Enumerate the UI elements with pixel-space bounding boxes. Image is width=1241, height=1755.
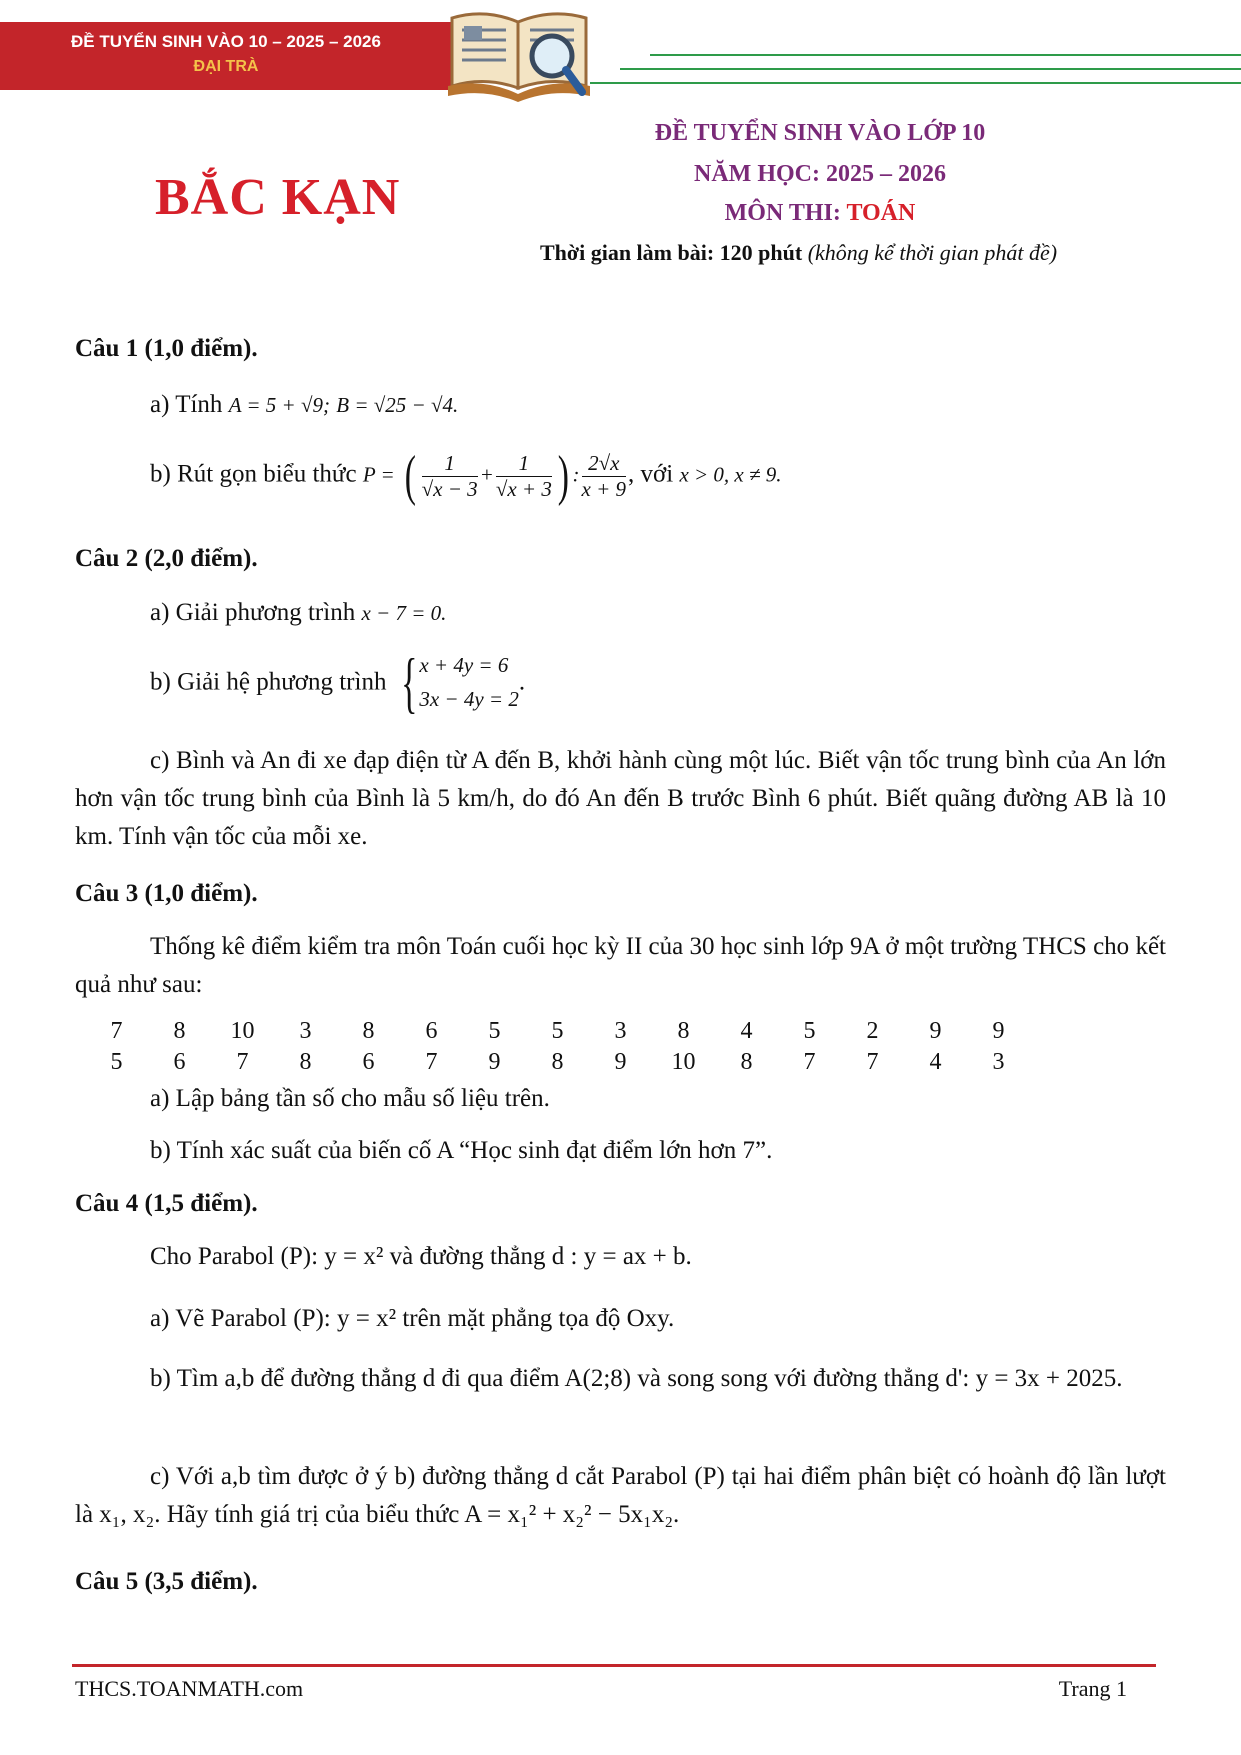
table-cell: 8 [740, 1049, 753, 1075]
table-cell: 6 [362, 1049, 375, 1075]
left-paren-icon: ( [404, 445, 416, 507]
table-cell: 4 [740, 1018, 753, 1044]
table-cell: 2 [866, 1018, 879, 1044]
subject-name: TOÁN [846, 200, 916, 226]
table-cell: 5 [488, 1018, 501, 1044]
q2b: b) Giải hệ phương trình { x + 4y = 6 3x − 4y = 2 . [150, 644, 526, 720]
q4a: a) Vẽ Parabol (P): y = x² trên mặt phẳng tọa độ Oxy. [150, 1305, 675, 1332]
table-row [85, 1047, 1030, 1078]
q1b: b) Rút gọn biểu thức P = ( $\frac{1}{√x - 3}$ + $\frac{1}{√x + 3}$ ) : $\frac{2√x}{x + 9}$ , với x > 0, x ≠ 9. [150, 445, 782, 507]
q2c-text: c) Bình và An đi xe đạp điện từ A đến B, khởi hành cùng một lúc. Biết vận tốc trung bình của An lớn hơn vận tốc trung bình của Bình là 5 km/h, do đó An đến B trước Bình 6 phút. Biết quãng đường AB là 10 km. Tính vận tốc của mỗi xe. [75, 747, 1166, 850]
table-cell: 7 [236, 1049, 249, 1075]
table-cell: 5 [551, 1018, 564, 1044]
table-cell: 9 [929, 1018, 942, 1044]
table-cell: 8 [362, 1018, 375, 1044]
table-cell: 7 [110, 1018, 123, 1044]
q1a-expr-a: A = 5 + √9; [228, 393, 330, 417]
table-cell: 10 [671, 1049, 696, 1075]
q2a [150, 600, 446, 625]
q1b-text: b) Rút gọn biểu thức [150, 460, 357, 488]
subject-prefix: MÔN THI: [724, 200, 847, 226]
q4-intro: Cho Parabol (P): y = x² và đường thẳng d : y = ax + b. [150, 1243, 692, 1270]
brace-icon: { [400, 644, 418, 720]
q2b-eq2: 3x − 4y = 2 [419, 687, 519, 711]
table-cell: 8 [173, 1018, 186, 1044]
q2a-text: a) Giải phương trình [150, 599, 356, 626]
q2a-eq: x − 7 = 0. [361, 601, 447, 625]
q4c-text: c) Với a,b tìm được ở ý b) đường thẳng d cắt Parabol (P) tại hai điểm phân biệt có hoành độ lần lượt là x₁, x₂. Hãy tính giá trị của biểu thức A = x₁² + x₂² − 5x₁x₂. [75, 1463, 1166, 1528]
q3-intro-text: Thống kê điểm kiểm tra môn Toán cuối học kỳ II của 30 học sinh lớp 9A ở một trường THCS cho kết quả như sau: [75, 933, 1166, 998]
q2b-system [419, 648, 518, 716]
q4c [75, 1458, 1166, 1534]
province-title: BẮC KẠN [155, 169, 401, 226]
q1a-expr-b: B = √25 − √4. [336, 393, 459, 417]
table-cell: 3 [299, 1018, 312, 1044]
q1b-with: , với [628, 460, 674, 488]
open-book-magnifier-icon [440, 0, 600, 104]
table-cell: 8 [299, 1049, 312, 1075]
top-banner [0, 22, 452, 90]
q4b-text: b) Tìm a,b để đường thẳng d đi qua điểm A(2;8) và song song với đường thẳng d': y = 3x + 2025. [150, 1365, 1123, 1392]
q3-intro [75, 928, 1166, 1004]
table-cell: 10 [230, 1018, 255, 1044]
question-1-title: Câu 1 (1,0 điểm). [75, 335, 258, 362]
question-4-title: Câu 4 (1,5 điểm). [75, 1190, 258, 1217]
table-cell: 9 [614, 1049, 627, 1075]
question-3-title: Câu 3 (1,0 điểm). [75, 880, 258, 907]
table-cell: 7 [803, 1049, 816, 1075]
header-rule-2 [620, 68, 1241, 70]
q1b-condition: x > 0, x ≠ 9. [679, 462, 782, 487]
q1b-frac-1: $\frac{1}{√x - 3}$ [421, 450, 478, 501]
q1b-frac-2: $\frac{1}{√x + 3}$ [495, 450, 552, 501]
q1a [150, 392, 458, 417]
table-cell: 9 [992, 1018, 1005, 1044]
time-bold: Thời gian làm bài: 120 phút [540, 240, 803, 265]
table-cell: 4 [929, 1049, 942, 1075]
table-cell: 3 [614, 1018, 627, 1044]
footer-page: Trang 1 [1058, 1676, 1127, 1701]
question-2-title: Câu 2 (2,0 điểm). [75, 545, 258, 572]
table-cell: 5 [803, 1018, 816, 1044]
exam-title: ĐỀ TUYỂN SINH VÀO LỚP 10 [654, 120, 986, 146]
table-cell: 9 [488, 1049, 501, 1075]
table-cell: 8 [677, 1018, 690, 1044]
q4b [75, 1360, 1166, 1398]
banner-title: ĐỀ TUYỂN SINH VÀO 10 – 2025 – 2026 [71, 32, 381, 51]
table-cell: 6 [425, 1018, 438, 1044]
table-row [85, 1016, 1030, 1047]
q1b-frac-3: $\frac{2√x}{x + 9}$ [581, 450, 627, 501]
school-year: NĂM HỌC: 2025 – 2026 [694, 161, 946, 187]
question-5-title: Câu 5 (3,5 điểm). [75, 1568, 258, 1595]
table-cell: 7 [425, 1049, 438, 1075]
banner-subtitle: ĐẠI TRÀ [193, 58, 259, 75]
q3a: a) Lập bảng tần số cho mẫu số liệu trên. [150, 1085, 550, 1112]
table-cell: 3 [992, 1049, 1005, 1075]
table-cell: 7 [866, 1049, 879, 1075]
time-note: (không kể thời gian phát đề) [807, 240, 1058, 265]
right-paren-icon: ) [557, 445, 569, 507]
table-cell: 6 [173, 1049, 186, 1075]
header-rule-1 [650, 54, 1241, 56]
q3b: b) Tính xác suất của biến cố A “Học sinh đạt điểm lớn hơn 7”. [150, 1137, 773, 1164]
q2b-eq1: x + 4y = 6 [419, 653, 509, 677]
table-cell: 5 [110, 1049, 123, 1075]
footer-site: THCS.TOANMATH.com [75, 1676, 304, 1701]
q2b-text: b) Giải hệ phương trình [150, 668, 387, 696]
q2c [75, 742, 1166, 856]
q1b-p: P = [362, 462, 395, 487]
header-rule-3 [590, 82, 1241, 84]
time-limit [540, 240, 1057, 266]
subject-line [600, 200, 1040, 227]
score-data-table [85, 1016, 1030, 1078]
q1a-text: a) Tính [150, 391, 223, 418]
footer-rule [72, 1664, 1156, 1667]
table-cell: 8 [551, 1049, 564, 1075]
